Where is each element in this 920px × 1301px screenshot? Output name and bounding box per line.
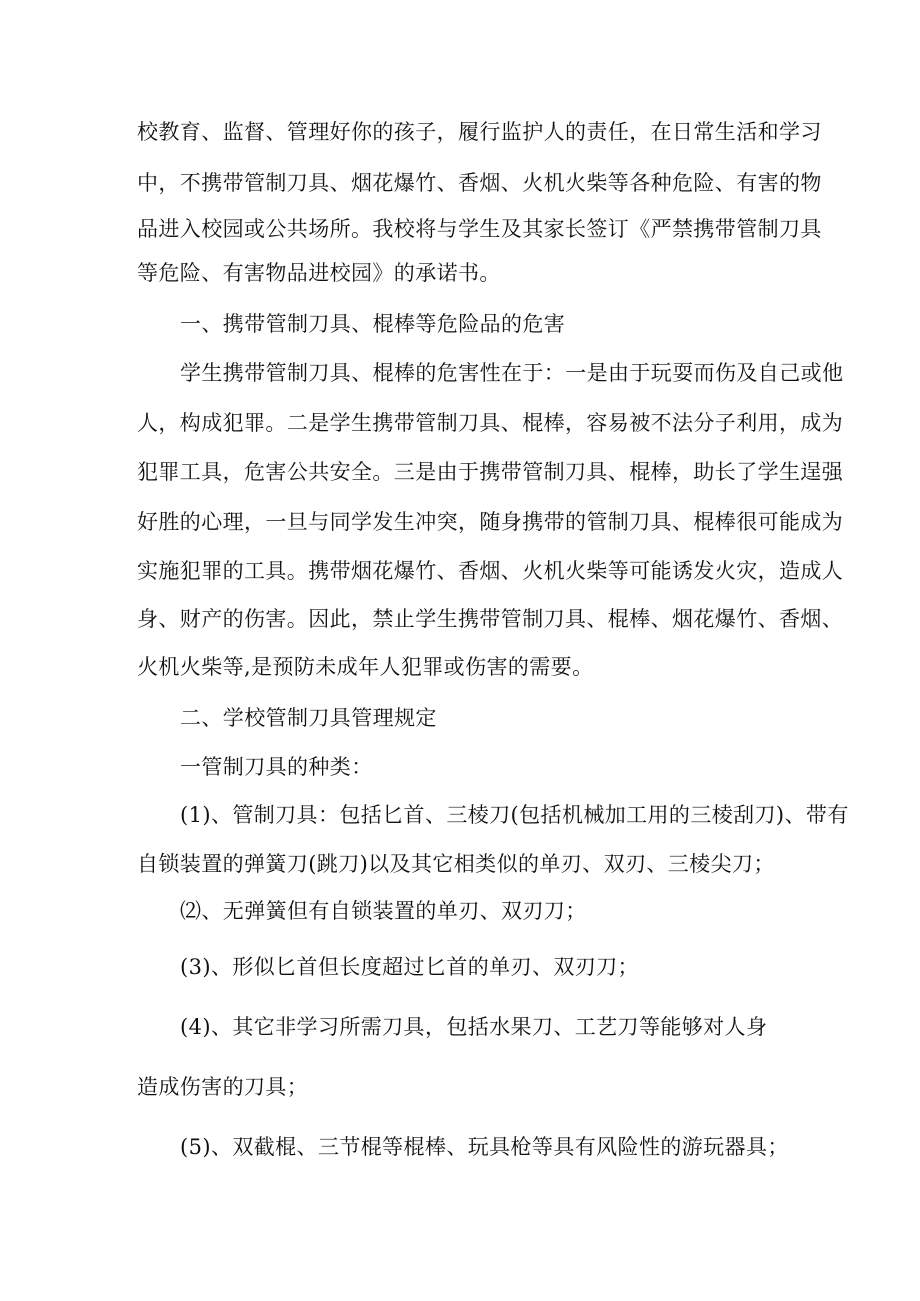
list-item-continuation: 自锁装置的弹簧刀(跳刀)以及其它相类似的单刃、双刃、三棱尖刀； [137, 852, 775, 876]
list-item: (1)、管制刀具：包括匕首、三棱刀(包括机械加工用的三棱刮刀)、带有 [180, 803, 849, 827]
paragraph-line: 实施犯罪的工具。携带烟花爆竹、香烟、火机火柴等可能诱发火灾，造成人 [137, 559, 844, 583]
paragraph-line: 身、财产的伤害。因此，禁止学生携带管制刀具、棍棒、烟花爆竹、香烟、 [137, 607, 844, 631]
list-item: (4)、其它非学习所需刀具，包括水果刀、工艺刀等能够对人身 [180, 1015, 768, 1039]
subsection-heading: 一管制刀具的种类： [180, 755, 373, 779]
paragraph-line: 品进入校园或公共场所。我校将与学生及其家长签订《严禁携带管制刀具 [137, 217, 822, 241]
paragraph-line: 等危险、有害物品进校园》的承诺书。 [137, 261, 501, 285]
paragraph-line: 人，构成犯罪。二是学生携带管制刀具、棍棒，容易被不法分子利用，成为 [137, 411, 844, 435]
paragraph-line: 好胜的心理，一旦与同学发生冲突，随身携带的管制刀具、棍棒很可能成为 [137, 510, 844, 534]
list-item: (5)、双截棍、三节棍等棍棒、玩具枪等具有风险性的游玩器具； [180, 1135, 789, 1159]
paragraph-line: 学生携带管制刀具、棍棒的危害性在于：一是由于玩耍而伤及自己或他 [180, 361, 844, 385]
list-item: ⑵、无弹簧但有自锁装置的单刃、双刃刀； [180, 899, 587, 923]
list-item: (3)、形似匕首但长度超过匕首的单刃、双刃刀； [180, 955, 639, 979]
list-item-continuation: 造成伤害的刀具； [137, 1075, 309, 1099]
section-heading: 一、携带管制刀具、棍棒等危险品的危害 [180, 312, 566, 336]
section-heading: 二、学校管制刀具管理规定 [180, 706, 437, 730]
paragraph-line: 中，不携带管制刀具、烟花爆竹、香烟、火机火柴等各种危险、有害的物 [137, 171, 822, 195]
paragraph-line: 犯罪工具，危害公共安全。三是由于携带管制刀具、棍棒，助长了学生逞强 [137, 460, 844, 484]
paragraph-line: 火机火柴等,是预防未成年人犯罪或伤害的需要。 [137, 655, 594, 679]
paragraph-line: 校教育、监督、管理好你的孩子，履行监护人的责任，在日常生活和学习 [137, 120, 822, 144]
